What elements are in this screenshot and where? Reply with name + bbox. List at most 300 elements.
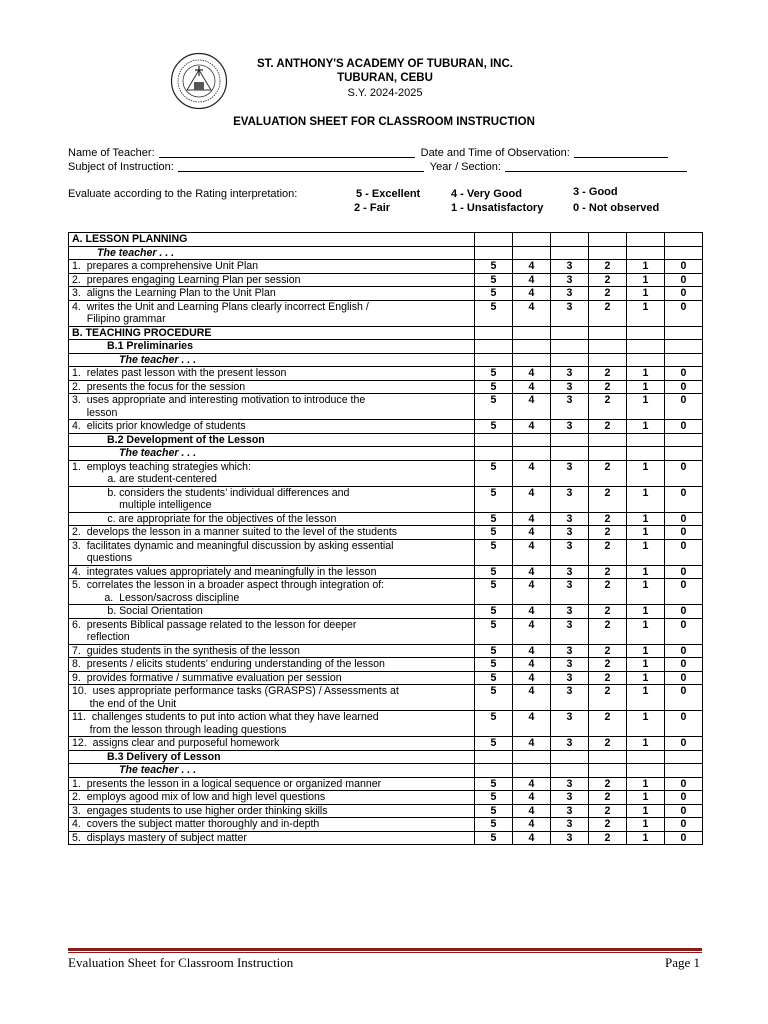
rating-cell-1[interactable] — [627, 326, 665, 340]
datetime-label: Date and Time of Observation: — [420, 147, 570, 159]
rating-cell-4[interactable]: 4 — [513, 260, 551, 274]
subject-label: Subject of Instruction: — [68, 161, 174, 173]
rating-cell-1[interactable] — [627, 353, 665, 367]
rating-cell-4[interactable]: 4 — [513, 644, 551, 658]
table-row — [69, 711, 703, 737]
rating-cell-3[interactable] — [551, 326, 589, 340]
rating-cell-2[interactable]: 2 — [589, 685, 627, 711]
rating-cell-5[interactable] — [475, 246, 513, 260]
rating-cell-1[interactable]: 1 — [627, 579, 665, 605]
rating-cell-1[interactable]: 1 — [627, 605, 665, 619]
table-row — [69, 300, 703, 326]
table-row — [69, 460, 703, 486]
table-row — [69, 658, 703, 672]
rating-cell-2[interactable]: 2 — [589, 818, 627, 832]
rating-cell-1[interactable]: 1 — [627, 671, 665, 685]
info-fields — [68, 146, 708, 174]
rating-cell-3[interactable] — [551, 447, 589, 461]
rating-cell-5[interactable]: 5 — [475, 512, 513, 526]
rating-cell-5[interactable]: 5 — [475, 367, 513, 381]
rating-cell-4[interactable]: 4 — [513, 420, 551, 434]
page-number: Page 1 — [664, 955, 700, 970]
rating-cell-2[interactable] — [589, 764, 627, 778]
rating-cell-1[interactable]: 1 — [627, 685, 665, 711]
rating-cell-4[interactable]: 4 — [513, 486, 551, 512]
criterion-text: 9. provides formative / summative evaluation per session — [69, 671, 475, 685]
rating-cell-3[interactable]: 3 — [551, 565, 589, 579]
rating-cell-2[interactable]: 2 — [589, 367, 627, 381]
rating-cell-5[interactable]: 5 — [475, 486, 513, 512]
rating-cell-0[interactable]: 0 — [665, 818, 703, 832]
year-section-label: Year / Section: — [429, 161, 501, 173]
rating-cell-0[interactable]: 0 — [665, 671, 703, 685]
rating-cell-4[interactable]: 4 — [513, 605, 551, 619]
table-row — [69, 526, 703, 540]
rating-cell-1[interactable]: 1 — [627, 526, 665, 540]
rating-cell-4[interactable]: 4 — [513, 831, 551, 845]
rating-cell-1[interactable] — [627, 246, 665, 260]
rating-cell-3[interactable] — [551, 353, 589, 367]
rating-cell-0[interactable]: 0 — [665, 658, 703, 672]
rating-cell-4[interactable]: 4 — [513, 618, 551, 644]
rating-cell-0[interactable]: 0 — [665, 367, 703, 381]
rating-cell-3[interactable]: 3 — [551, 300, 589, 326]
rating-cell-2[interactable] — [589, 433, 627, 447]
rating-cell-0[interactable]: 0 — [665, 260, 703, 274]
criterion-text: 7. guides students in the synthesis of the lesson — [69, 644, 475, 658]
rating-cell-4[interactable]: 4 — [513, 526, 551, 540]
evaluation-table — [68, 232, 703, 845]
rating-cell-0[interactable]: 0 — [665, 711, 703, 737]
criterion-text: The teacher . . . — [69, 447, 475, 461]
rating-cell-4[interactable]: 4 — [513, 380, 551, 394]
rating-cell-4[interactable]: 4 — [513, 367, 551, 381]
rating-cell-1[interactable]: 1 — [627, 287, 665, 301]
rating-cell-2[interactable] — [589, 246, 627, 260]
rating-cell-4[interactable]: 4 — [513, 791, 551, 805]
rating-cell-3[interactable]: 3 — [551, 367, 589, 381]
rating-cell-2[interactable]: 2 — [589, 618, 627, 644]
rating-cell-0[interactable]: 0 — [665, 420, 703, 434]
table-row — [69, 618, 703, 644]
rating-cell-2[interactable]: 2 — [589, 658, 627, 672]
rating-cell-0[interactable] — [665, 433, 703, 447]
rating-cell-3[interactable]: 3 — [551, 273, 589, 287]
rating-cell-1[interactable]: 1 — [627, 273, 665, 287]
rating-cell-5[interactable] — [475, 447, 513, 461]
rating-cell-0[interactable]: 0 — [665, 394, 703, 420]
rating-cell-4[interactable]: 4 — [513, 737, 551, 751]
rating-cell-3[interactable]: 3 — [551, 394, 589, 420]
criterion-text: 2. prepares engaging Learning Plan per session — [69, 273, 475, 287]
criterion-text: 1. prepares a comprehensive Unit Plan — [69, 260, 475, 274]
criterion-text: 4. covers the subject matter thoroughly and in-depth — [69, 818, 475, 832]
rating-cell-4[interactable]: 4 — [513, 287, 551, 301]
rating-cell-2[interactable] — [589, 750, 627, 764]
rating-cell-5[interactable]: 5 — [475, 287, 513, 301]
table-row — [69, 447, 703, 461]
rating-cell-2[interactable]: 2 — [589, 579, 627, 605]
page-title: EVALUATION SHEET FOR CLASSROOM INSTRUCTION — [233, 116, 535, 128]
rating-cell-4[interactable]: 4 — [513, 539, 551, 565]
rating-cell-2[interactable]: 2 — [589, 260, 627, 274]
table-row — [69, 671, 703, 685]
rating-cell-1[interactable] — [627, 750, 665, 764]
criterion-text: 4. elicits prior knowledge of students — [69, 420, 475, 434]
rating-cell-5[interactable]: 5 — [475, 460, 513, 486]
rating-cell-4[interactable]: 4 — [513, 671, 551, 685]
table-row — [69, 791, 703, 805]
rating-cell-0[interactable]: 0 — [665, 737, 703, 751]
table-row — [69, 420, 703, 434]
rating-cell-0[interactable]: 0 — [665, 526, 703, 540]
rating-cell-5[interactable]: 5 — [475, 539, 513, 565]
legend-1: 1 - Unsatisfactory — [451, 202, 544, 214]
rating-cell-0[interactable]: 0 — [665, 777, 703, 791]
rating-cell-3[interactable]: 3 — [551, 791, 589, 805]
rating-cell-1[interactable]: 1 — [627, 777, 665, 791]
rating-cell-2[interactable] — [589, 233, 627, 247]
school-seal-logo — [170, 52, 228, 110]
rating-cell-2[interactable] — [589, 353, 627, 367]
rating-cell-4[interactable] — [513, 764, 551, 778]
rating-cell-2[interactable]: 2 — [589, 486, 627, 512]
rating-cell-2[interactable]: 2 — [589, 777, 627, 791]
rating-cell-3[interactable]: 3 — [551, 486, 589, 512]
table-row — [69, 804, 703, 818]
table-row — [69, 380, 703, 394]
rating-cell-3[interactable]: 3 — [551, 818, 589, 832]
rating-cell-0[interactable]: 0 — [665, 685, 703, 711]
rating-cell-1[interactable] — [627, 340, 665, 354]
rating-cell-2[interactable]: 2 — [589, 791, 627, 805]
table-row — [69, 512, 703, 526]
rating-cell-5[interactable]: 5 — [475, 831, 513, 845]
rating-cell-3[interactable]: 3 — [551, 618, 589, 644]
rating-cell-2[interactable]: 2 — [589, 394, 627, 420]
rating-cell-5[interactable]: 5 — [475, 260, 513, 274]
rating-cell-5[interactable]: 5 — [475, 658, 513, 672]
rating-cell-4[interactable] — [513, 340, 551, 354]
rating-cell-5[interactable]: 5 — [475, 565, 513, 579]
rating-cell-3[interactable]: 3 — [551, 644, 589, 658]
legend-5: 5 - Excellent — [356, 188, 421, 200]
rating-cell-4[interactable]: 4 — [513, 711, 551, 737]
rating-cell-4[interactable] — [513, 326, 551, 340]
criterion-text: The teacher . . . — [69, 246, 475, 260]
rating-cell-0[interactable]: 0 — [665, 486, 703, 512]
table-row — [69, 326, 703, 340]
teacher-field[interactable] — [159, 146, 415, 158]
rating-cell-0[interactable]: 0 — [665, 791, 703, 805]
footer-divider — [68, 948, 702, 951]
criterion-text: 3. facilitates dynamic and meaningful discussion by asking essential questions — [69, 539, 475, 565]
rating-cell-1[interactable]: 1 — [627, 380, 665, 394]
rating-cell-3[interactable] — [551, 433, 589, 447]
rating-cell-5[interactable]: 5 — [475, 737, 513, 751]
rating-cell-2[interactable]: 2 — [589, 273, 627, 287]
rating-cell-0[interactable]: 0 — [665, 287, 703, 301]
rating-cell-3[interactable]: 3 — [551, 605, 589, 619]
rating-cell-0[interactable]: 0 — [665, 300, 703, 326]
rating-cell-3[interactable] — [551, 764, 589, 778]
rating-cell-4[interactable]: 4 — [513, 685, 551, 711]
rating-cell-0[interactable]: 0 — [665, 605, 703, 619]
rating-cell-4[interactable]: 4 — [513, 579, 551, 605]
rating-cell-0[interactable]: 0 — [665, 512, 703, 526]
rating-cell-5[interactable] — [475, 340, 513, 354]
criterion-text: 8. presents / elicits students’ enduring understanding of the lesson — [69, 658, 475, 672]
footer-title: Evaluation Sheet for Classroom Instruction — [68, 955, 294, 970]
rating-cell-2[interactable]: 2 — [589, 565, 627, 579]
rating-cell-3[interactable] — [551, 340, 589, 354]
rating-cell-3[interactable]: 3 — [551, 579, 589, 605]
rating-cell-0[interactable] — [665, 233, 703, 247]
legend-0: 0 - Not observed — [573, 202, 660, 214]
rating-cell-1[interactable] — [627, 433, 665, 447]
criterion-text: b. Social Orientation — [69, 605, 475, 619]
rating-cell-0[interactable] — [665, 353, 703, 367]
criterion-text: 11. challenges students to put into action what they have learned from the lesson through leading questions — [69, 711, 475, 737]
rating-cell-2[interactable]: 2 — [589, 287, 627, 301]
criterion-text: b. considers the students’ individual differences and multiple intelligence — [69, 486, 475, 512]
rating-cell-4[interactable] — [513, 233, 551, 247]
rating-cell-3[interactable]: 3 — [551, 460, 589, 486]
rating-cell-0[interactable] — [665, 326, 703, 340]
rating-cell-1[interactable]: 1 — [627, 644, 665, 658]
rating-cell-5[interactable]: 5 — [475, 711, 513, 737]
rating-cell-4[interactable]: 4 — [513, 565, 551, 579]
criterion-text: 12. assigns clear and purposeful homework — [69, 737, 475, 751]
rating-cell-0[interactable] — [665, 447, 703, 461]
rating-cell-5[interactable]: 5 — [475, 605, 513, 619]
rating-cell-1[interactable]: 1 — [627, 831, 665, 845]
rating-cell-0[interactable]: 0 — [665, 831, 703, 845]
criterion-text: 1. employs teaching strategies which: a. are student-centered — [69, 460, 475, 486]
rating-cell-4[interactable]: 4 — [513, 658, 551, 672]
criterion-text: 3. aligns the Learning Plan to the Unit Plan — [69, 287, 475, 301]
rating-cell-5[interactable]: 5 — [475, 380, 513, 394]
rating-cell-1[interactable]: 1 — [627, 658, 665, 672]
table-row — [69, 565, 703, 579]
rating-cell-0[interactable]: 0 — [665, 579, 703, 605]
rating-cell-3[interactable] — [551, 246, 589, 260]
rating-cell-3[interactable] — [551, 750, 589, 764]
criterion-text: 10. uses appropriate performance tasks (GRASPS) / Assessments at the end of the Unit — [69, 685, 475, 711]
criterion-text: B.3 Delivery of Lesson — [69, 750, 475, 764]
rating-cell-0[interactable] — [665, 246, 703, 260]
rating-cell-3[interactable] — [551, 233, 589, 247]
rating-cell-3[interactable]: 3 — [551, 777, 589, 791]
rating-cell-5[interactable]: 5 — [475, 818, 513, 832]
rating-cell-4[interactable]: 4 — [513, 818, 551, 832]
rating-cell-1[interactable]: 1 — [627, 394, 665, 420]
criterion-text: 1. relates past lesson with the present lesson — [69, 367, 475, 381]
rating-cell-1[interactable]: 1 — [627, 460, 665, 486]
criterion-text: 4. integrates values appropriately and meaningfully in the lesson — [69, 565, 475, 579]
criterion-text: 2. employs agood mix of low and high level questions — [69, 791, 475, 805]
rating-cell-4[interactable] — [513, 447, 551, 461]
criterion-text: c. are appropriate for the objectives of the lesson — [69, 512, 475, 526]
rating-cell-5[interactable] — [475, 353, 513, 367]
rating-cell-4[interactable] — [513, 750, 551, 764]
footer-divider-thin — [68, 952, 702, 953]
rating-cell-4[interactable]: 4 — [513, 273, 551, 287]
table-row — [69, 777, 703, 791]
criterion-text: B.2 Development of the Lesson — [69, 433, 475, 447]
rating-cell-4[interactable] — [513, 433, 551, 447]
rating-cell-0[interactable]: 0 — [665, 565, 703, 579]
rating-cell-2[interactable]: 2 — [589, 831, 627, 845]
table-row — [69, 764, 703, 778]
rating-cell-3[interactable]: 3 — [551, 539, 589, 565]
rating-cell-3[interactable]: 3 — [551, 711, 589, 737]
rating-cell-2[interactable]: 2 — [589, 420, 627, 434]
rating-cell-5[interactable]: 5 — [475, 300, 513, 326]
rating-cell-3[interactable]: 3 — [551, 737, 589, 751]
rating-cell-1[interactable]: 1 — [627, 711, 665, 737]
table-row — [69, 273, 703, 287]
rating-cell-5[interactable]: 5 — [475, 618, 513, 644]
rating-cell-0[interactable]: 0 — [665, 273, 703, 287]
rating-cell-2[interactable]: 2 — [589, 711, 627, 737]
table-row — [69, 644, 703, 658]
rating-cell-2[interactable]: 2 — [589, 512, 627, 526]
rating-cell-2[interactable]: 2 — [589, 644, 627, 658]
rating-cell-5[interactable]: 5 — [475, 394, 513, 420]
rating-cell-0[interactable]: 0 — [665, 539, 703, 565]
rating-cell-1[interactable] — [627, 447, 665, 461]
rating-cell-5[interactable]: 5 — [475, 777, 513, 791]
table-row — [69, 367, 703, 381]
rating-cell-5[interactable]: 5 — [475, 420, 513, 434]
rating-cell-5[interactable] — [475, 750, 513, 764]
rating-cell-1[interactable]: 1 — [627, 818, 665, 832]
rating-cell-1[interactable]: 1 — [627, 367, 665, 381]
criterion-text: A. LESSON PLANNING — [69, 233, 475, 247]
rating-cell-5[interactable]: 5 — [475, 791, 513, 805]
rating-cell-3[interactable]: 3 — [551, 831, 589, 845]
rating-cell-0[interactable] — [665, 750, 703, 764]
datetime-field[interactable] — [574, 146, 668, 158]
rating-cell-1[interactable]: 1 — [627, 260, 665, 274]
table-row — [69, 579, 703, 605]
rating-cell-2[interactable] — [589, 340, 627, 354]
rating-cell-4[interactable] — [513, 246, 551, 260]
table-row — [69, 394, 703, 420]
rating-cell-1[interactable]: 1 — [627, 618, 665, 644]
rating-cell-3[interactable]: 3 — [551, 512, 589, 526]
rating-cell-1[interactable]: 1 — [627, 512, 665, 526]
rating-cell-3[interactable]: 3 — [551, 287, 589, 301]
rating-cell-5[interactable] — [475, 764, 513, 778]
rating-cell-2[interactable]: 2 — [589, 380, 627, 394]
rating-cell-4[interactable]: 4 — [513, 460, 551, 486]
rating-cell-5[interactable]: 5 — [475, 273, 513, 287]
rating-cell-3[interactable]: 3 — [551, 260, 589, 274]
criterion-text: 2. develops the lesson in a manner suited to the level of the students — [69, 526, 475, 540]
rating-cell-5[interactable]: 5 — [475, 579, 513, 605]
criterion-text: 3. uses appropriate and interesting motivation to introduce the lesson — [69, 394, 475, 420]
rating-cell-1[interactable]: 1 — [627, 791, 665, 805]
rating-cell-0[interactable]: 0 — [665, 644, 703, 658]
rating-cell-4[interactable] — [513, 353, 551, 367]
rating-cell-4[interactable]: 4 — [513, 512, 551, 526]
rating-cell-1[interactable]: 1 — [627, 300, 665, 326]
legend-3: 3 - Good — [573, 186, 618, 198]
rating-cell-2[interactable]: 2 — [589, 300, 627, 326]
rating-cell-3[interactable]: 3 — [551, 685, 589, 711]
rating-cell-0[interactable] — [665, 764, 703, 778]
rating-cell-2[interactable]: 2 — [589, 526, 627, 540]
rating-cell-2[interactable] — [589, 447, 627, 461]
rating-cell-5[interactable] — [475, 433, 513, 447]
criterion-text: The teacher . . . — [69, 764, 475, 778]
subject-field[interactable] — [178, 160, 424, 172]
year-section-field[interactable] — [505, 160, 687, 172]
rating-cell-3[interactable]: 3 — [551, 804, 589, 818]
rating-cell-3[interactable]: 3 — [551, 420, 589, 434]
rating-cell-4[interactable]: 4 — [513, 394, 551, 420]
legend-4: 4 - Very Good — [451, 188, 522, 200]
rating-cell-4[interactable]: 4 — [513, 777, 551, 791]
table-row — [69, 246, 703, 260]
rating-cell-4[interactable]: 4 — [513, 300, 551, 326]
legend-2: 2 - Fair — [354, 202, 391, 214]
rating-cell-1[interactable]: 1 — [627, 486, 665, 512]
rating-cell-3[interactable]: 3 — [551, 658, 589, 672]
rating-cell-3[interactable]: 3 — [551, 380, 589, 394]
rating-cell-3[interactable]: 3 — [551, 671, 589, 685]
criterion-text: The teacher . . . — [69, 353, 475, 367]
rating-cell-2[interactable]: 2 — [589, 804, 627, 818]
rating-cell-3[interactable]: 3 — [551, 526, 589, 540]
rating-cell-0[interactable]: 0 — [665, 804, 703, 818]
rating-cell-5[interactable]: 5 — [475, 644, 513, 658]
criterion-text: 3. engages students to use higher order thinking skills — [69, 804, 475, 818]
rating-cell-0[interactable]: 0 — [665, 380, 703, 394]
rating-cell-1[interactable]: 1 — [627, 420, 665, 434]
table-row — [69, 539, 703, 565]
rating-cell-1[interactable]: 1 — [627, 565, 665, 579]
rating-cell-2[interactable]: 2 — [589, 605, 627, 619]
table-row — [69, 750, 703, 764]
rating-cell-5[interactable]: 5 — [475, 526, 513, 540]
rating-cell-1[interactable]: 1 — [627, 804, 665, 818]
rating-cell-2[interactable]: 2 — [589, 671, 627, 685]
rating-cell-2[interactable]: 2 — [589, 460, 627, 486]
rating-cell-2[interactable] — [589, 326, 627, 340]
rating-cell-0[interactable]: 0 — [665, 618, 703, 644]
rating-cell-5[interactable] — [475, 326, 513, 340]
table-row — [69, 260, 703, 274]
rating-cell-2[interactable]: 2 — [589, 737, 627, 751]
rating-cell-2[interactable]: 2 — [589, 539, 627, 565]
rating-cell-5[interactable] — [475, 233, 513, 247]
rating-cell-1[interactable]: 1 — [627, 539, 665, 565]
rating-cell-0[interactable]: 0 — [665, 460, 703, 486]
rating-cell-5[interactable]: 5 — [475, 804, 513, 818]
rating-cell-0[interactable] — [665, 340, 703, 354]
rating-cell-1[interactable] — [627, 764, 665, 778]
rating-cell-5[interactable]: 5 — [475, 685, 513, 711]
legend-intro: Evaluate according to the Rating interpretation: — [68, 188, 298, 200]
rating-cell-1[interactable] — [627, 233, 665, 247]
rating-cell-1[interactable]: 1 — [627, 737, 665, 751]
rating-cell-5[interactable]: 5 — [475, 671, 513, 685]
rating-cell-4[interactable]: 4 — [513, 804, 551, 818]
table-row — [69, 233, 703, 247]
